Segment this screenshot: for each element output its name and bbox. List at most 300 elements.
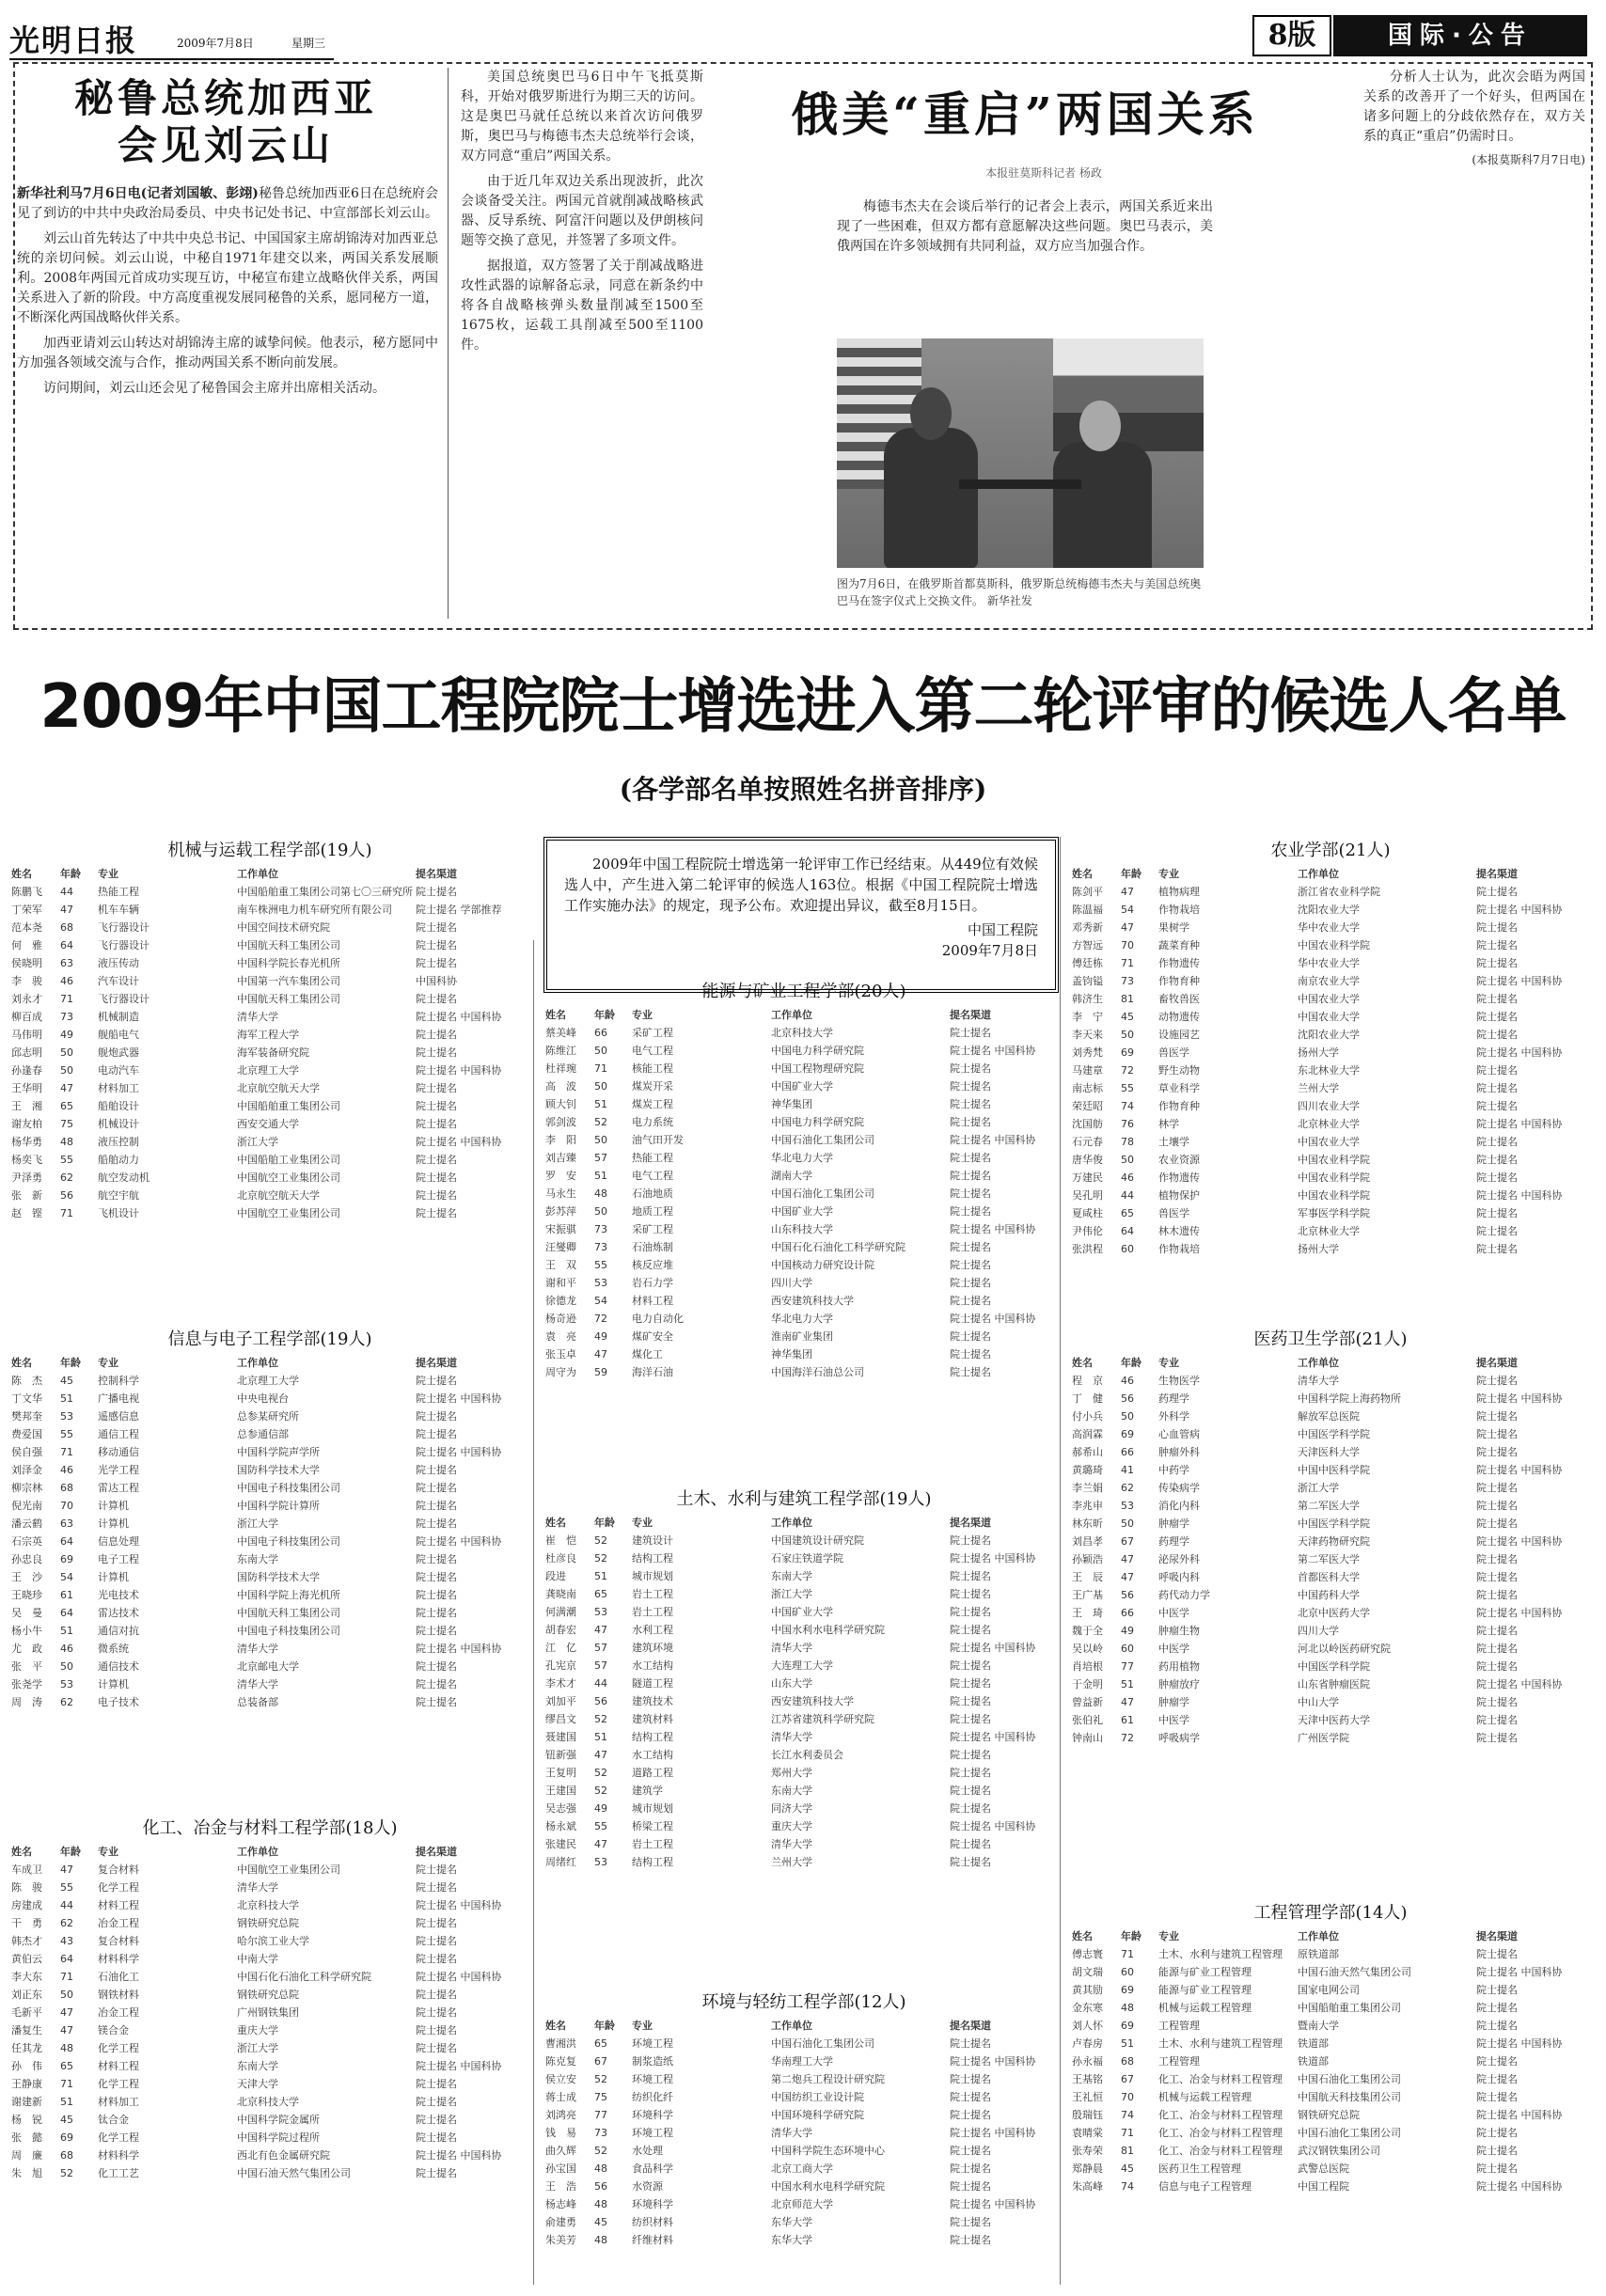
candidate-cell: 华中农业大学 (1298, 957, 1360, 969)
candidate-section (545, 1486, 1063, 1871)
candidate-cell: 院士提名 学部推荐 (416, 904, 502, 916)
candidate-row (1072, 1693, 1589, 1711)
candidate-cell: 院士提名 (416, 1935, 457, 1947)
candidate-cell: 47 (60, 2006, 73, 2019)
candidate-cell: 院士提名 (1476, 2002, 1518, 2014)
candidate-cell: 56 (60, 1189, 73, 1202)
candidate-cell: 中央电视台 (237, 1392, 289, 1405)
candidate-cell: 作物遗传 (1158, 1172, 1200, 1184)
candidate-cell: 陈维江 (545, 1045, 576, 1057)
candidate-cell: 刘鸿亮 (545, 2109, 576, 2121)
candidate-cell: 植物保护 (1158, 1189, 1200, 1202)
candidate-cell: 中国医学科学院 (1298, 1660, 1370, 1673)
candidate-cell: 院士提名 (416, 2096, 457, 2108)
candidate-cell: 李 宁 (1072, 1011, 1103, 1023)
candidate-cell: 何满潮 (545, 1606, 576, 1618)
candidate-cell: 中国石油化工集团公司 (771, 2037, 874, 2050)
candidate-cell: 肖培根 (1072, 1660, 1103, 1673)
candidate-cell: 大连理工大学 (771, 1659, 833, 1672)
candidate-cell: 74 (1121, 1100, 1134, 1112)
candidate-row (11, 1861, 528, 1879)
candidate-cell: 院士提名 (950, 1838, 991, 1850)
candidate-cell: 液压传动 (98, 957, 139, 969)
candidate-cell: 院士提名 (950, 2037, 991, 2050)
main-subhead: (各学部名单按照姓名拼音排序) (619, 774, 987, 805)
column-header: 专业 (632, 1009, 653, 1021)
candidate-cell: 医药卫生工程管理 (1158, 2162, 1241, 2175)
column-header: 姓名 (545, 2020, 566, 2032)
candidate-cell: 院士提名 (1476, 2162, 1518, 2175)
candidate-cell: 胡春宏 (545, 1624, 576, 1636)
candidate-section (1072, 1899, 1589, 2195)
candidate-cell: 院士提名 中国科协 (416, 1011, 502, 1023)
candidate-cell: 院士提名 (950, 1659, 991, 1672)
candidate-cell: 51 (1121, 1678, 1134, 1691)
candidate-cell: 微系统 (98, 1643, 129, 1655)
candidate-cell: 药用植物 (1158, 1660, 1200, 1673)
candidate-cell: 中国石油天然气集团公司 (1298, 1966, 1411, 1978)
candidate-cell: 51 (60, 2096, 73, 2108)
candidate-cell: 68 (60, 1482, 73, 1494)
candidate-cell: 52 (60, 2167, 73, 2179)
candidate-cell: 长江水利委员会 (771, 1749, 843, 1761)
candidate-cell: 李兆申 (1072, 1500, 1103, 1512)
candidate-row (1072, 1586, 1589, 1604)
candidate-cell: 76 (1121, 1118, 1134, 1130)
candidate-cell: 刘加平 (545, 1695, 576, 1707)
table-header-row (545, 2017, 1063, 2035)
section-title: 医药卫生学部(21人) (1253, 1329, 1408, 1349)
candidate-cell: 范本尧 (11, 921, 42, 934)
candidate-section (11, 1326, 528, 1711)
main-headline: 2009年中国工程院院士增选进入第二轮评审的候选人名单 (39, 672, 1567, 742)
candidate-row (1072, 1533, 1589, 1550)
section-title: 化工、冶金与材料工程学部(18人) (142, 1818, 398, 1838)
candidate-cell: 舰船电气 (98, 1029, 139, 1041)
column-header: 工作单位 (1298, 868, 1339, 880)
candidate-cell: 52 (594, 1785, 607, 1797)
candidate-cell: 俞建勇 (545, 2216, 576, 2228)
candidate-cell: 同济大学 (771, 1802, 812, 1815)
candidate-row (1072, 1981, 1589, 1999)
russia-us-body-col3 (1363, 68, 1585, 167)
candidate-cell: 郑静晨 (1072, 2162, 1103, 2175)
candidate-cell: 院士提名 (416, 2114, 457, 2126)
russia-us-byline: 本报驻莫斯科记者 杨政 (985, 166, 1102, 180)
candidate-cell: 院士提名 (950, 1259, 991, 1271)
candidate-row (11, 2129, 528, 2147)
candidate-cell: 院士提名 (416, 1625, 457, 1637)
candidate-cell: 中国电力科学研究院 (771, 1116, 864, 1128)
candidate-cell: 曾益新 (1072, 1696, 1103, 1708)
candidate-cell: 岩土工程 (632, 1838, 673, 1850)
candidate-cell: 曹湘洪 (545, 2037, 576, 2050)
candidate-cell: 60 (1121, 1966, 1134, 1978)
candidate-row (11, 1425, 528, 1443)
candidate-row (11, 1622, 528, 1640)
candidate-row (545, 1363, 1063, 1381)
candidate-cell: 顾大钊 (545, 1098, 576, 1110)
candidate-cell: 传染病学 (1158, 1482, 1200, 1494)
candidate-cell: 光学工程 (98, 1464, 139, 1476)
candidate-row (11, 1169, 528, 1187)
candidate-cell: 荣廷昭 (1072, 1100, 1103, 1112)
candidate-cell: 46 (60, 1464, 73, 1476)
candidate-cell: 中医学 (1158, 1607, 1189, 1619)
candidate-cell: 院士提名 (416, 1553, 457, 1565)
candidate-cell: 47 (1121, 921, 1134, 934)
candidate-cell: 院士提名 (416, 939, 457, 951)
column-header: 姓名 (11, 868, 32, 880)
candidate-cell: 朱高峰 (1072, 2180, 1103, 2193)
candidate-cell: 浙江省农业科学院 (1298, 886, 1380, 898)
candidate-cell: 肿瘤生物 (1158, 1625, 1200, 1637)
candidate-cell: 吴 曼 (11, 1607, 42, 1619)
candidate-cell: 院士提名 (950, 1205, 991, 1218)
candidate-cell: 52 (594, 1116, 607, 1128)
candidate-cell: 院士提名 (416, 1500, 457, 1512)
candidate-cell: 48 (1121, 2002, 1134, 2014)
candidate-cell: 河北以岭医药研究院 (1298, 1643, 1391, 1655)
candidate-cell: 院士提名 (950, 1606, 991, 1618)
candidate-cell: 48 (60, 1136, 73, 1148)
candidate-cell: 机车车辆 (98, 904, 139, 916)
column-header: 工作单位 (1298, 1357, 1339, 1369)
candidate-cell: 院士提名 (950, 2145, 991, 2157)
candidate-cell: 聂建国 (545, 1731, 576, 1743)
candidate-row (11, 1151, 528, 1169)
candidate-cell: 郝希山 (1072, 1446, 1103, 1458)
candidate-cell: 中国科学院过程所 (237, 2131, 320, 2144)
candidate-cell: 采矿工程 (632, 1223, 673, 1235)
candidate-cell: 中国医学科学院 (1298, 1428, 1370, 1440)
candidate-cell: 62 (1121, 1482, 1134, 1494)
candidate-cell: 50 (594, 1045, 607, 1057)
candidate-row (545, 1113, 1063, 1131)
candidate-cell: 华南理工大学 (771, 2055, 833, 2068)
candidate-cell: 51 (594, 1731, 607, 1743)
candidate-cell: 47 (594, 1838, 607, 1850)
newspaper-masthead: 光明日报 (9, 23, 138, 58)
candidate-cell: 陈 骏 (11, 1881, 42, 1894)
candidate-cell: 山东科技大学 (771, 1223, 833, 1235)
candidate-cell: 71 (60, 1207, 73, 1219)
candidate-row (11, 1693, 528, 1711)
candidate-cell: 55 (1121, 1082, 1134, 1094)
candidate-row (545, 2106, 1063, 2124)
candidate-cell: 纤维材料 (632, 2234, 673, 2246)
column-rule (533, 940, 534, 2285)
candidate-row (11, 1187, 528, 1204)
candidate-cell: 城市规划 (632, 1802, 673, 1815)
peru-title-line1: 秘鲁总统加西亚 (73, 75, 377, 121)
candidate-cell: 隧道工程 (632, 1677, 673, 1690)
candidate-cell: 院士提名 (950, 2091, 991, 2103)
candidate-cell: 电气工程 (632, 1170, 673, 1182)
candidate-cell: 64 (60, 1607, 73, 1619)
candidate-cell: 52 (594, 2145, 607, 2157)
candidate-cell: 71 (60, 1446, 73, 1458)
candidate-cell: 66 (594, 1027, 607, 1039)
candidate-cell: 55 (594, 1820, 607, 1832)
candidate-cell: 54 (594, 1295, 607, 1307)
candidate-cell: 院士提名 (416, 1518, 457, 1530)
candidate-cell: 傅廷栋 (1072, 957, 1103, 969)
candidate-cell: 院士提名 (950, 1624, 991, 1636)
candidate-cell: 50 (60, 1989, 73, 2001)
candidate-cell: 钢铁研究总院 (1298, 2109, 1360, 2121)
candidate-cell: 院士提名 (1476, 1029, 1518, 1041)
candidate-cell: 46 (60, 1643, 73, 1655)
candidate-row (1072, 1479, 1589, 1497)
candidate-row (11, 1658, 528, 1675)
candidate-row (1072, 1115, 1589, 1133)
candidate-cell: 中国科学院生态环境中心 (771, 2145, 885, 2157)
candidate-cell: 院士提名 (416, 886, 457, 898)
candidate-cell: 51 (60, 1625, 73, 1637)
candidate-cell: 45 (1121, 1011, 1134, 1023)
candidate-cell: 中医学 (1158, 1714, 1189, 1726)
candidate-cell: 吴志强 (545, 1802, 576, 1815)
candidate-cell: 张寿荣 (1072, 2145, 1103, 2157)
candidate-cell: 北京科技大学 (237, 2096, 299, 2108)
peru-paragraph: 秘鲁总统加西亚6日在总统府会见了到访的中共中央政治局委员、中央书记处书记、中宣部部长刘云山。 (17, 186, 438, 221)
candidate-cell: 中国农业科学院 (1298, 1154, 1370, 1166)
candidate-cell: 67 (1121, 1535, 1134, 1548)
candidate-cell: 院士提名 (950, 1713, 991, 1725)
candidate-cell: 中国船舶工业集团公司 (237, 1154, 340, 1166)
peru-title-line2: 会见刘云山 (117, 122, 334, 168)
candidate-row (545, 1060, 1063, 1077)
candidate-cell: 王礼恒 (1072, 2091, 1103, 2103)
candidate-cell: 王 湘 (11, 1100, 42, 1112)
candidate-cell: 院士提名 中国科协 (1476, 975, 1563, 987)
candidate-cell: 中国工程院 (1298, 2180, 1349, 2193)
candidate-row (545, 2195, 1063, 2213)
candidate-cell: 舰炮武器 (98, 1046, 139, 1059)
candidate-row (11, 1879, 528, 1896)
candidate-cell: 中国电子科技集团公司 (237, 1535, 340, 1548)
candidate-cell: 45 (60, 1375, 73, 1387)
candidate-cell: 暨南大学 (1298, 2020, 1339, 2032)
candidate-cell: 81 (1121, 2145, 1134, 2157)
candidate-cell: 煤矿安全 (632, 1330, 673, 1343)
candidate-cell: 中国石油天然气集团公司 (237, 2167, 351, 2179)
candidate-cell: 院士提名 (950, 2234, 991, 2246)
candidate-row (545, 1746, 1063, 1764)
candidate-row (545, 2213, 1063, 2231)
candidate-row (11, 1515, 528, 1533)
candidate-cell: 64 (1121, 1225, 1134, 1237)
candidate-cell: 孙永福 (1072, 2055, 1103, 2068)
candidate-cell: 总参通信部 (237, 1428, 289, 1440)
candidate-cell: 院士提名 (950, 1098, 991, 1110)
candidate-row (1072, 2035, 1589, 2052)
candidate-cell: 外科学 (1158, 1410, 1189, 1423)
candidate-cell: 杨 锐 (11, 2114, 42, 2126)
candidate-cell: 王 双 (545, 1259, 576, 1271)
candidate-row (545, 1853, 1063, 1871)
candidate-row (545, 2052, 1063, 2070)
candidate-cell: 院士提名 (1476, 1375, 1518, 1387)
right-person-shape (1053, 442, 1152, 568)
candidate-cell: 西安建筑科技大学 (771, 1295, 854, 1307)
candidate-cell: 院士提名 (1476, 1100, 1518, 1112)
candidate-cell: 林木遗传 (1158, 1225, 1200, 1237)
candidate-cell: 院士提名 (950, 1695, 991, 1707)
candidate-cell: 院士提名 (1476, 1589, 1518, 1601)
candidate-cell: 院士提名 (950, 1749, 991, 1761)
candidate-cell: 钢铁研究总院 (237, 1989, 299, 2001)
candidate-cell: 黄其励 (1072, 1984, 1103, 1996)
candidate-cell: 武警总医院 (1298, 2162, 1349, 2175)
column-header: 工作单位 (771, 1009, 812, 1021)
candidate-cell: 材料加工 (98, 1082, 139, 1094)
candidate-cell: 孙逢春 (11, 1064, 42, 1077)
candidate-cell: 院士提名 中国科协 (1476, 1966, 1563, 1978)
column-header: 工作单位 (237, 1846, 278, 1858)
candidate-cell: 钮新强 (545, 1749, 576, 1761)
candidate-cell: 院士提名 (950, 1080, 991, 1093)
candidate-cell: 设施园艺 (1158, 1029, 1200, 1041)
table-header-row (545, 1006, 1063, 1024)
section-title: 环境与轻纺工程学部(12人) (701, 1992, 906, 2012)
candidate-cell: 48 (594, 2198, 607, 2210)
candidate-cell: 马永生 (545, 1187, 576, 1200)
candidate-cell: 总装备部 (237, 1696, 278, 1708)
candidate-cell: 李大东 (11, 1971, 42, 1983)
candidate-cell: 院士提名 (416, 1696, 457, 1708)
candidate-cell: 69 (1121, 2020, 1134, 2032)
candidate-row (1072, 1640, 1589, 1658)
candidate-cell: 建筑技术 (632, 1695, 673, 1707)
candidate-cell: 中国科学院金属所 (237, 2114, 320, 2126)
candidate-cell: 周 廉 (11, 2149, 42, 2162)
candidate-cell: 70 (1121, 2091, 1134, 2103)
candidate-row (11, 1950, 528, 1968)
candidate-cell: 东华大学 (771, 2216, 812, 2228)
candidate-cell: 费爱国 (11, 1428, 42, 1440)
candidate-cell: 44 (60, 1899, 73, 1911)
candidate-row (1072, 2017, 1589, 2035)
candidate-cell: 机械设计 (98, 1118, 139, 1130)
candidate-cell: 71 (1121, 1948, 1134, 1960)
candidate-cell: 于金明 (1072, 1678, 1103, 1691)
candidate-cell: 王 沙 (11, 1571, 42, 1583)
candidate-row (1072, 1497, 1589, 1515)
candidate-cell: 水利工程 (632, 1624, 673, 1636)
candidate-row (1072, 1222, 1589, 1240)
candidate-cell: 院士提名 中国科协 (950, 1223, 1036, 1235)
candidate-cell: 雷达技术 (98, 1607, 139, 1619)
candidate-cell: 作物育种 (1158, 1100, 1200, 1112)
candidate-cell: 47 (60, 1082, 73, 1094)
candidate-cell: 王建国 (545, 1785, 576, 1797)
column-header: 提名渠道 (950, 1517, 991, 1529)
candidate-cell: 66 (1121, 1446, 1134, 1458)
candidate-cell: 院士提名 (416, 1154, 457, 1166)
candidate-cell: 王 琦 (1072, 1607, 1103, 1619)
candidate-cell: 作物栽培 (1158, 1243, 1200, 1255)
candidate-row (1072, 2160, 1589, 2178)
candidate-cell: 刘永才 (11, 993, 42, 1005)
candidate-cell: 中国农业科学院 (1298, 1189, 1370, 1202)
candidate-cell: 化工、冶金与材料工程管理 (1158, 2145, 1283, 2157)
candidate-cell: 蒋士成 (545, 2091, 576, 2103)
candidate-cell: 北京科技大学 (771, 1027, 833, 1039)
candidate-cell: 院士提名 (1476, 1082, 1518, 1094)
candidate-cell: 院士提名 (1476, 1643, 1518, 1655)
signing-ceremony-photo (837, 338, 1204, 568)
candidate-cell: 纺织材料 (632, 2216, 673, 2228)
candidate-cell: 中国科学院声学所 (237, 1446, 320, 1458)
candidate-cell: 院士提名 (1476, 939, 1518, 951)
section-title: 土木、水利与建筑工程学部(19人) (676, 1489, 932, 1509)
candidate-cell: 院士提名 (950, 1767, 991, 1779)
column-header: 姓名 (1072, 1930, 1093, 1942)
candidate-cell: 院士提名 (950, 1277, 991, 1289)
candidate-cell: 北京中医药大学 (1298, 1607, 1370, 1619)
candidate-cell: 孙宝国 (545, 2162, 576, 2175)
candidate-cell: 52 (594, 1534, 607, 1547)
candidate-cell: 机械制造 (98, 1011, 139, 1023)
column-header: 提名渠道 (1476, 1930, 1518, 1942)
candidate-cell: 钢铁研究总院 (237, 1917, 299, 1929)
candidate-row (1072, 2070, 1589, 2088)
candidate-cell: 52 (594, 1713, 607, 1725)
candidate-row (545, 1782, 1063, 1800)
candidate-row (1072, 1999, 1589, 2017)
candidate-cell: 院士提名 (416, 1571, 457, 1583)
candidate-cell: 院士提名 (950, 1856, 991, 1868)
candidate-cell: 中国建筑设计研究院 (771, 1534, 864, 1547)
candidate-row (1072, 1390, 1589, 1407)
candidate-cell: 程 京 (1072, 1375, 1103, 1387)
candidate-cell: 清华大学 (237, 1643, 278, 1655)
candidate-cell: 44 (1121, 1189, 1134, 1202)
candidate-cell: 院士提名 (1476, 2145, 1518, 2157)
candidate-cell: 院士提名 中国科协 (416, 1064, 502, 1077)
column-header: 提名渠道 (416, 1846, 457, 1858)
candidate-cell: 院士提名 中国科协 (1476, 1678, 1563, 1691)
candidate-cell: 中国农业大学 (1298, 1136, 1360, 1148)
notice-org: 中国工程院 (967, 921, 1038, 938)
candidate-cell: 中国电子科技集团公司 (237, 1625, 340, 1637)
candidate-cell: 中国农业科学院 (1298, 1172, 1370, 1184)
candidate-cell: 材料科学 (98, 2149, 139, 2162)
candidate-cell: 林东昕 (1072, 1518, 1103, 1530)
candidate-cell: 汽车设计 (98, 975, 139, 987)
candidate-cell: 电子技术 (98, 1696, 139, 1708)
candidate-cell: 中国船舶重工集团公司第七〇三研究所 (237, 886, 413, 898)
candidate-cell: 华中农业大学 (1298, 921, 1360, 934)
candidate-row (11, 2021, 528, 2039)
candidate-cell: 浙江大学 (237, 1518, 278, 1530)
candidate-row (545, 1292, 1063, 1310)
candidate-cell: 65 (1121, 1207, 1134, 1219)
candidate-row (1072, 1187, 1589, 1204)
candidate-cell: 院士提名 (1476, 1625, 1518, 1637)
candidate-cell: 南车株洲电力机车研究所有限公司 (237, 904, 392, 916)
candidate-row (545, 1024, 1063, 1042)
candidate-row (545, 1800, 1063, 1817)
candidate-cell: 院士提名 (416, 1172, 457, 1184)
candidate-cell: 刘正东 (11, 1989, 42, 2001)
candidate-cell: 马伟明 (11, 1029, 42, 1041)
masthead-rule (9, 58, 334, 60)
candidate-cell: 中国石化石油化工科学研究院 (237, 1971, 371, 1983)
candidate-cell: 天津大学 (237, 2078, 278, 2090)
